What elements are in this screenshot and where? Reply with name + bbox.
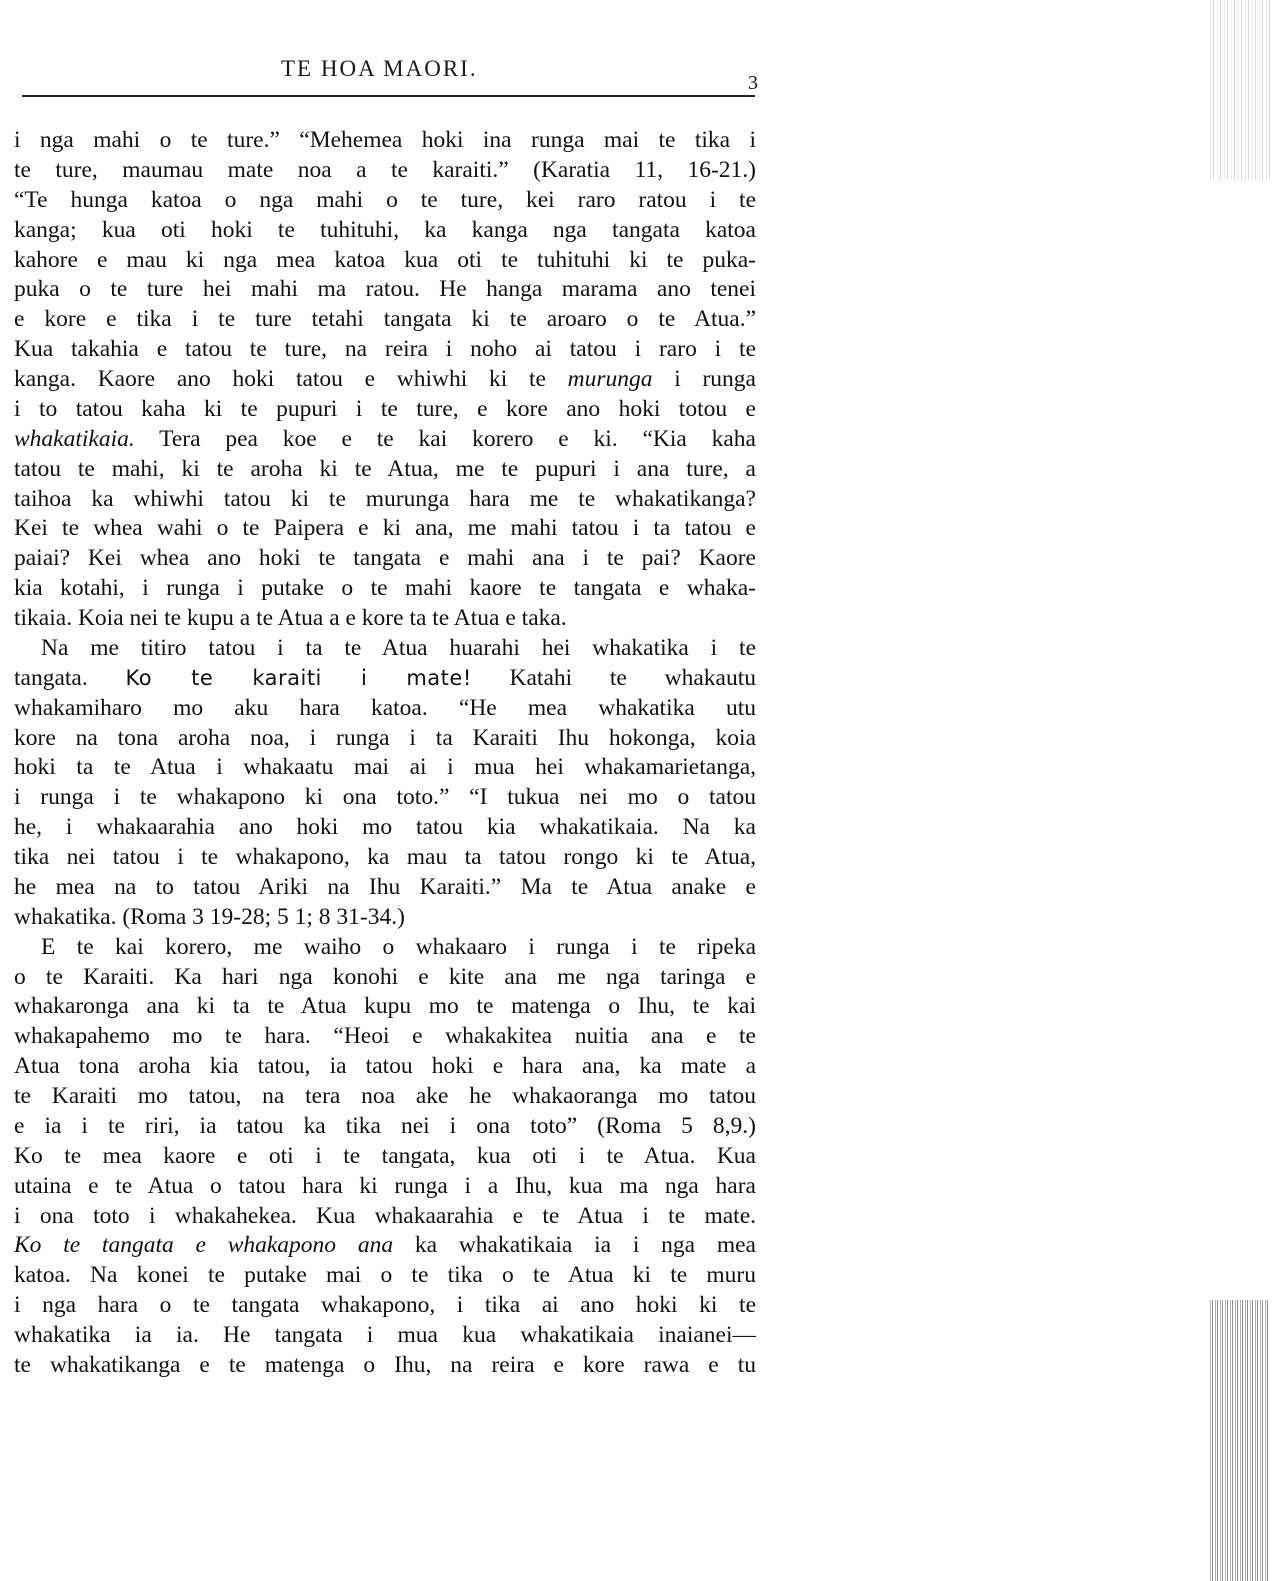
text-line: utaina e te Atua o tatou hara ki runga i a Ihu, kua ma nga hara (14, 1172, 756, 1199)
text-line: tikaia. Koia nei te kupu a te Atua a e kore ta te Atua e taka. (14, 605, 567, 631)
text-line: kahore e mau ki nga mea katoa kua oti te tuhituhi ki te puka- (14, 246, 756, 273)
running-title: TE HOA MAORI. (281, 56, 478, 81)
text-line: whakaronga ana ki ta te Atua kupu mo te matenga o Ihu, te kai (14, 993, 756, 1020)
page-number: 3 (748, 72, 758, 94)
text-segment: Tera pea koe e te kai korero e ki. “Kia kaha (134, 425, 756, 452)
text-line: i nga hara o te tangata whakapono, i tika ai ano hoki ki te (14, 1292, 756, 1319)
text-segment: ka whakatikaia ia i nga mea (393, 1232, 756, 1259)
text-line (14, 365, 756, 395)
text-line: Ko te mea kaore e oti i te tangata, kua oti i te Atua. Kua (14, 1142, 756, 1169)
text-line: i nga mahi o te ture.” “Mehemea hoki ina runga mai te tika i (14, 127, 756, 153)
text-line: puka o te ture hei mahi ma ratou. He hanga marama ano tenei (14, 276, 756, 303)
text-line (14, 425, 756, 455)
text-segment: kanga. Kaore ano hoki tatou e whiwhi ki te (14, 366, 568, 392)
page-header (0, 56, 1280, 96)
text-line: i ona toto i whakahekea. Kua whakaarahia e te Atua i te mate. (14, 1202, 756, 1229)
text-line: Kei te whea wahi o te Paipera e ki ana, me mahi tatou i ta tatou e (14, 515, 756, 542)
text-line: “Te hunga katoa o nga mahi o te ture, kei raro ratou i te (14, 186, 756, 213)
scan-edge-artifact (1210, 1300, 1270, 1581)
text-line: kanga; kua oti hoki te tuhituhi, ka kanga nga tangata katoa (14, 216, 756, 243)
text-segment: i runga (652, 366, 756, 392)
text-line: Kua takahia e tatou te ture, na reira i noho ai tatou i raro i te (14, 336, 756, 363)
text-line: i runga i te whakapono ki ona toto.” “I tukua nei mo o tatou (14, 784, 756, 811)
text-line: e kore e tika i te ture tetahi tangata ki te aroaro o te Atua.” (14, 306, 756, 333)
text-segment: tangata. (14, 664, 126, 691)
body-text (14, 126, 756, 1381)
text-line: Na me titiro tatou i ta te Atua huarahi hei whakatika i te (41, 634, 756, 661)
text-line: paiai? Kei whea ano hoki te tangata e mahi ana i te pai? Kaore (14, 545, 756, 572)
italic-text: murunga (567, 366, 653, 392)
text-line: whakapahemo mo te hara. “Heoi e whakakitea nuitia ana e te (14, 1023, 756, 1050)
italic-text: whakatikaia. (14, 425, 135, 452)
italic-text: Ko te tangata e whakapono ana (14, 1232, 394, 1259)
text-line: o te Karaiti. Ka hari nga konohi e kite ana me nga taringa e (14, 963, 756, 990)
text-line: taihoa ka whiwhi tatou ki te murunga hara me te whakatikanga? (14, 485, 756, 512)
text-line: te whakatikanga e te matenga o Ihu, na reira e kore rawa e tu (14, 1351, 756, 1378)
text-line: kia kotahi, i runga i putake o te mahi kaore te tangata e whaka- (14, 575, 756, 602)
text-line: i to tatou kaha ki te pupuri i te ture, e kore ano hoki totou e (14, 395, 756, 422)
text-line: he, i whakaarahia ano hoki mo tatou kia whakatikaia. Na ka (14, 814, 756, 841)
text-line: whakatika ia ia. He tangata i mua kua whakatikaia inaianei— (14, 1322, 756, 1348)
text-line: E te kai korero, me waiho o whakaaro i runga i te ripeka (41, 933, 756, 960)
text-line (14, 664, 756, 694)
text-line: hoki ta te Atua i whakaatu mai ai i mua hei whakamarietanga, (14, 754, 756, 781)
emphasis-heading-text: Ko te karaiti i mate! (125, 665, 472, 690)
text-line: he mea na to tatou Ariki na Ihu Karaiti.” Ma te Atua anake e (14, 873, 756, 900)
text-line: katoa. Na konei te putake mai o te tika o te Atua ki te muru (14, 1262, 756, 1289)
text-line: whakamiharo mo aku hara katoa. “He mea whakatika utu (14, 694, 756, 721)
text-line: te ture, maumau mate noa a te karaiti.” (Karatia 11, 16-21.) (14, 156, 756, 183)
text-line: e ia i te riri, ia tatou ka tika nei i ona toto” (Roma 5 8,9.) (14, 1112, 756, 1139)
text-line: tika nei tatou i te whakapono, ka mau ta tatou rongo ki te Atua, (14, 844, 756, 870)
text-line: kore na tona aroha noa, i runga i ta Karaiti Ihu hokonga, koia (14, 724, 756, 751)
scan-edge-artifact (1210, 0, 1270, 180)
header-rule (22, 95, 755, 97)
text-line: whakatika. (Roma 3 19-28; 5 1; 8 31-34.) (14, 903, 405, 930)
text-line: tatou te mahi, ki te aroha ki te Atua, me te pupuri i ana ture, a (14, 455, 756, 482)
text-line (14, 1231, 756, 1261)
text-segment: Katahi te whakautu (471, 664, 756, 691)
text-line: te Karaiti mo tatou, na tera noa ake he whakaoranga mo tatou (14, 1083, 756, 1109)
text-line: Atua tona aroha kia tatou, ia tatou hoki e hara ana, ka mate a (14, 1053, 756, 1080)
